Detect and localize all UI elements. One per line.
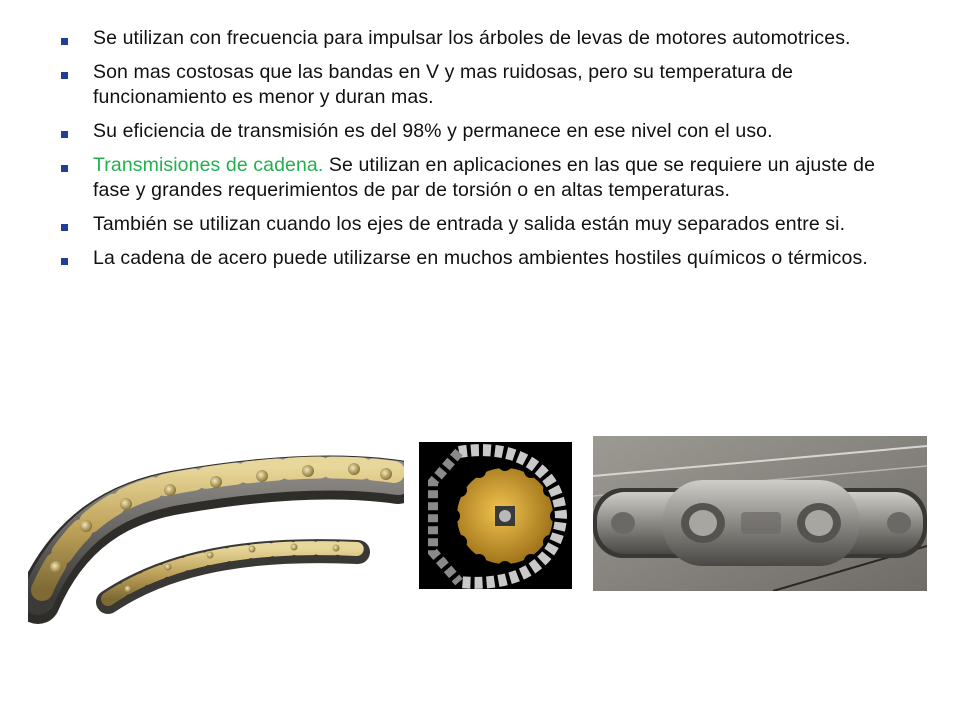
bullet-square-icon [61, 224, 68, 231]
highlight-lead: Transmisiones de cadena. [93, 154, 324, 176]
bullet-item [58, 246, 878, 271]
bullet-item [58, 60, 878, 110]
bullet-item [58, 26, 878, 51]
bullet-text: Se utilizan en aplicaciones en las que se requiere un ajuste de fase y grandes requerimientos de par de torsión o en altas temperaturas. [93, 154, 876, 201]
bullet-square-icon [61, 165, 68, 172]
bullet-item [58, 119, 878, 144]
bullet-text: También se utilizan cuando los ejes de entrada y salida están muy separados entre si. [93, 213, 846, 235]
bullet-text: Su eficiencia de transmisión es del 98% y permanece en ese nivel con el uso. [93, 120, 773, 142]
sprocket-photo [419, 442, 572, 589]
bullet-square-icon [61, 258, 68, 265]
bullet-square-icon [61, 38, 68, 45]
bullet-list [58, 26, 878, 280]
bullet-item [58, 153, 878, 203]
chain-closeup-photo [593, 436, 927, 591]
bullet-text: La cadena de acero puede utilizarse en muchos ambientes hostiles químicos o térmicos. [93, 247, 868, 269]
bullet-square-icon [61, 131, 68, 138]
bullet-item [58, 212, 878, 237]
bullet-text: Se utilizan con frecuencia para impulsar los árboles de levas de motores automotrices. [93, 27, 851, 49]
roller-chains-photo [28, 452, 404, 624]
bullet-text: Son mas costosas que las bandas en V y mas ruidosas, pero su temperatura de funcionamiento es menor y duran mas. [93, 61, 794, 108]
bullet-square-icon [61, 72, 68, 79]
